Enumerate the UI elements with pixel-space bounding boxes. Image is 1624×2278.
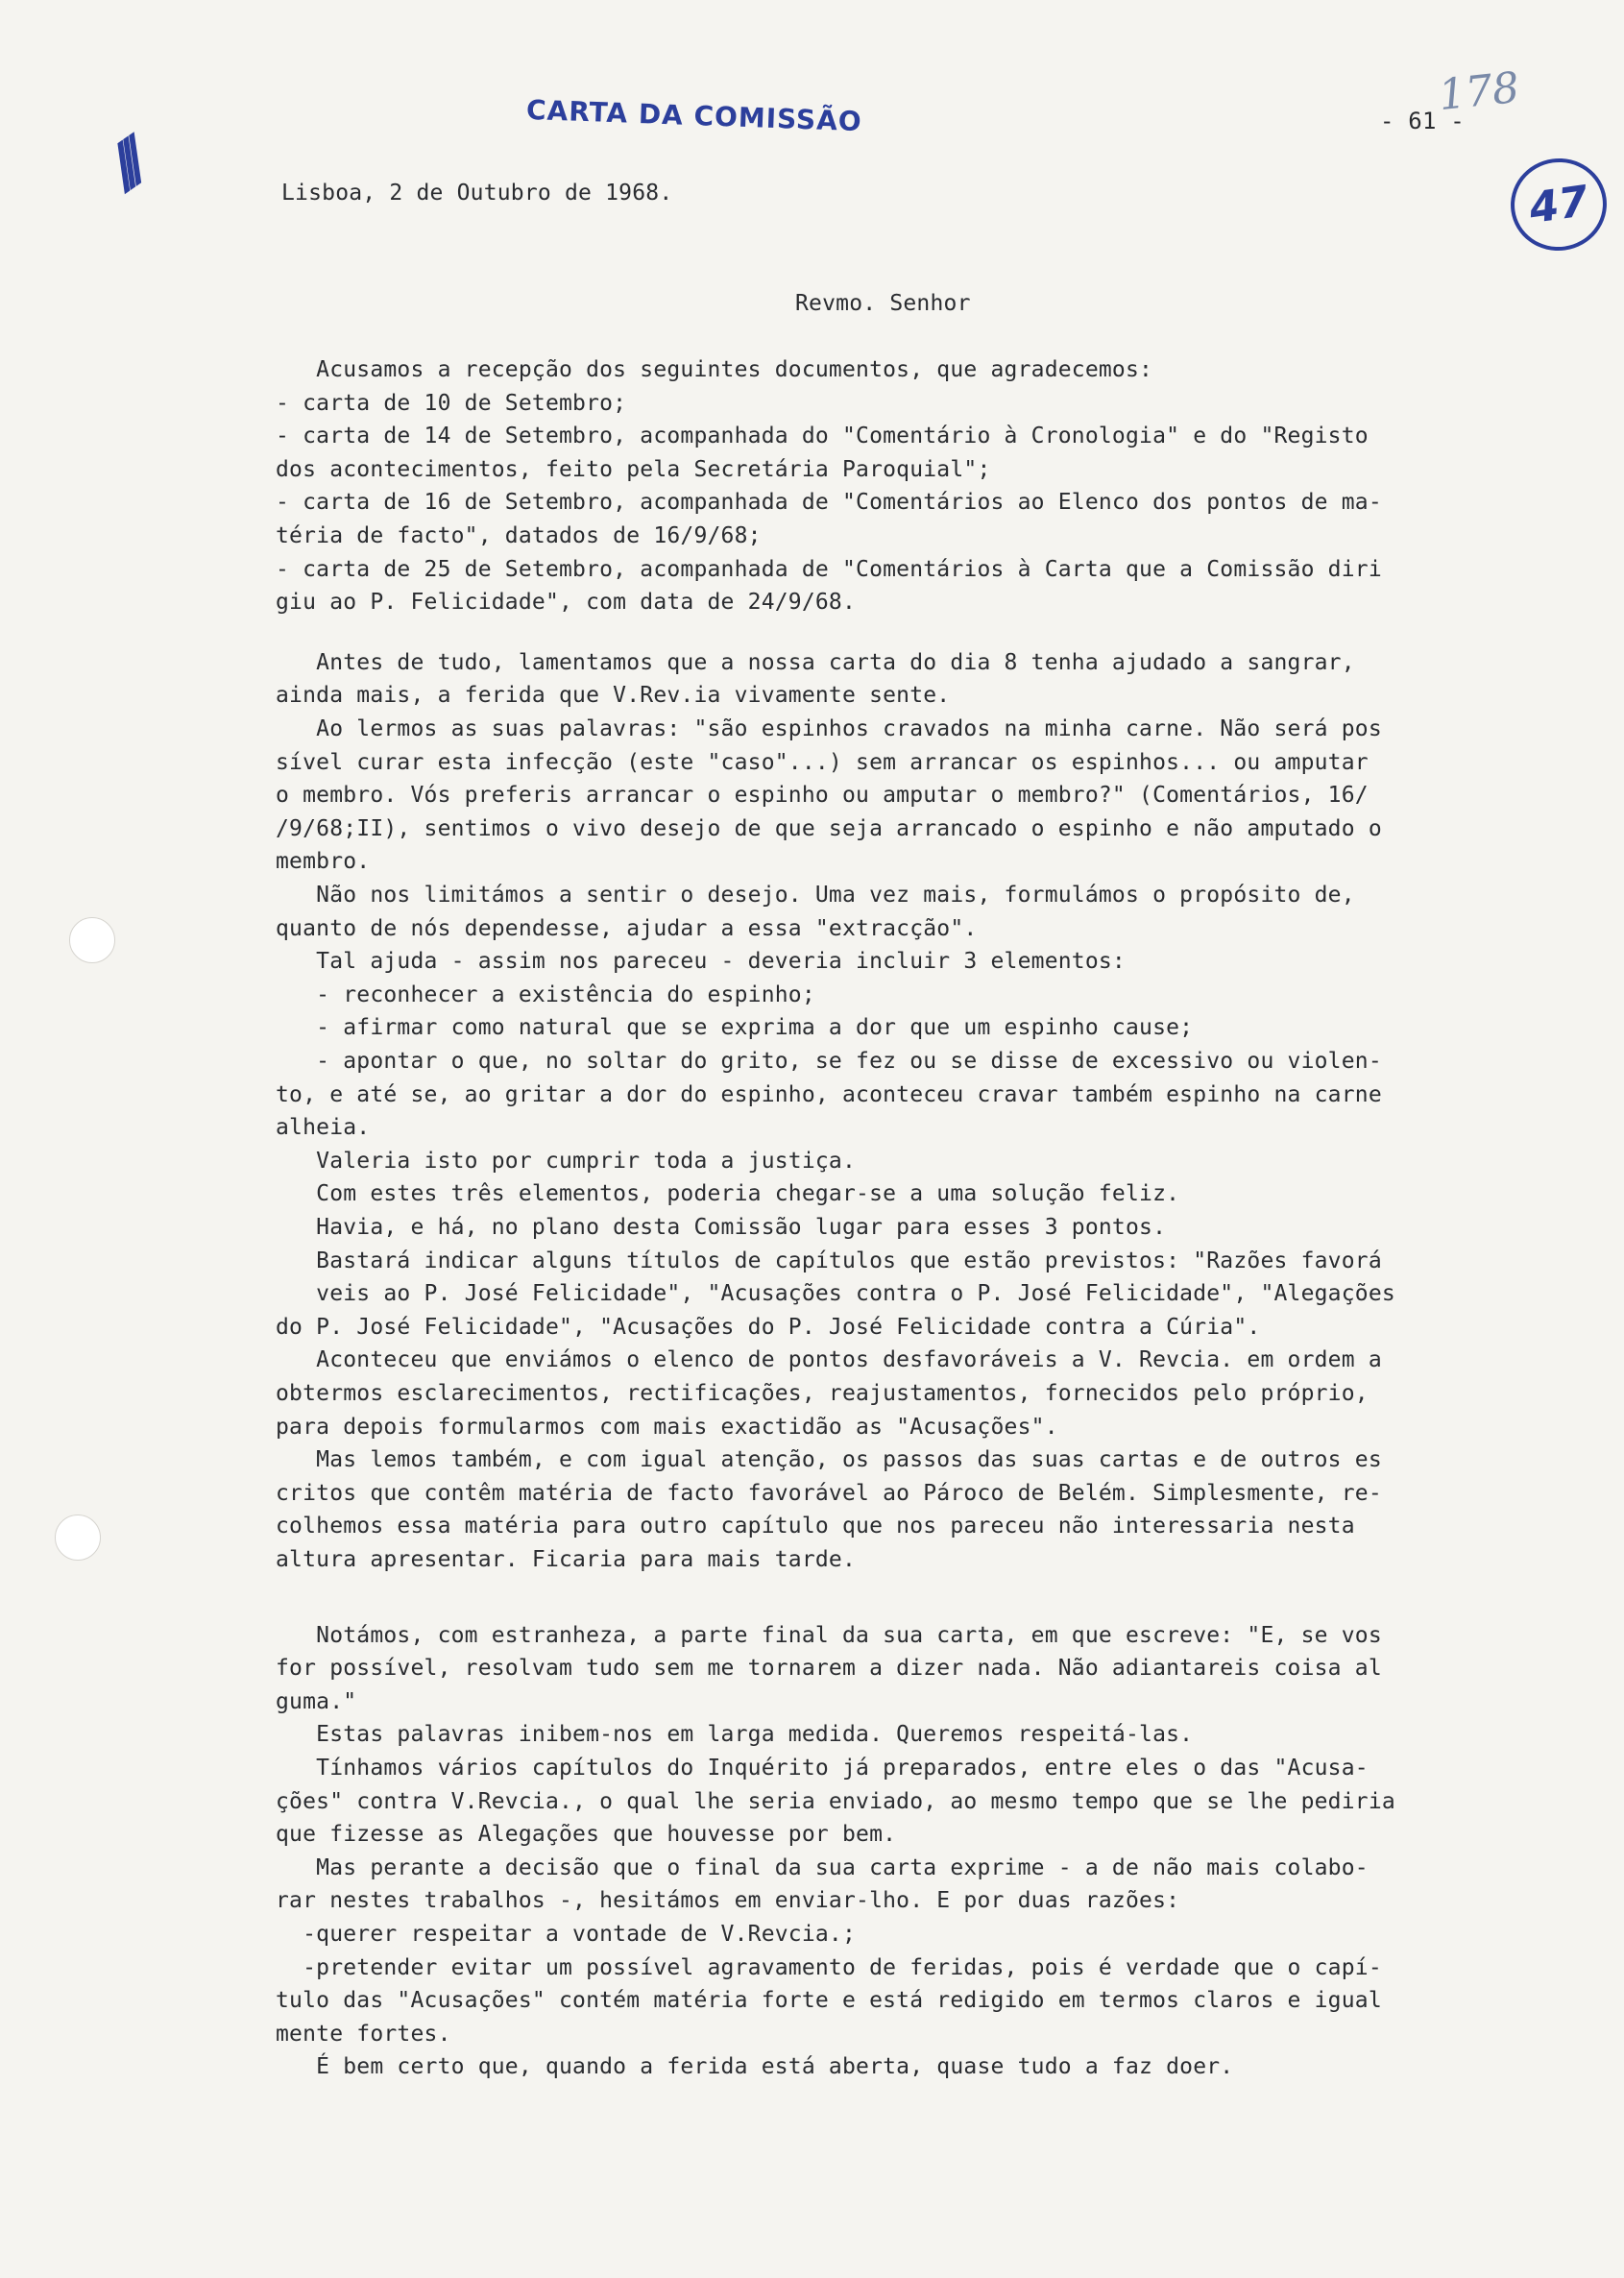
letter-line: mente fortes.	[276, 2021, 451, 2047]
letter-line: É bem certo que, quando a ferida está aberta, quase tudo a faz doer.	[276, 2054, 1234, 2080]
punch-hole-bottom	[55, 1515, 101, 1561]
circled-number: 47	[1526, 176, 1591, 233]
punch-hole-top	[69, 917, 115, 963]
letter-line: guma."	[276, 1688, 357, 1714]
letter-line: ções" contra V.Revcia., o qual lhe seria enviado, ao mesmo tempo que se lhe pediria	[276, 1788, 1395, 1814]
letter-body	[276, 357, 1563, 2144]
letter-line: colhemos essa matéria para outro capítulo que nos pareceu não interessaria nesta	[276, 1514, 1355, 1539]
letter-line: tulo das "Acusações" contém matéria forte e está redigido em termos claros e igual	[276, 1988, 1382, 2014]
letter-line: quanto de nós dependesse, ajudar a essa "extracção".	[276, 915, 978, 941]
letter-line: Estas palavras inibem-nos em larga medida. Queremos respeitá-las.	[276, 1722, 1194, 1748]
letter-line: téria de facto", datados de 16/9/68;	[276, 523, 762, 548]
letter-line: Bastará indicar alguns títulos de capítulos que estão previstos: "Razões favorá	[276, 1248, 1382, 1273]
letter-line: dos acontecimentos, feito pela Secretária Paroquial";	[276, 456, 991, 482]
letter-line: para depois formularmos com mais exactidão as "Acusações".	[276, 1414, 1058, 1440]
letter-line: Tal ajuda - assim nos pareceu - deveria incluir 3 elementos:	[276, 949, 1126, 975]
letter-line: Com estes três elementos, poderia chegar-se a uma solução feliz.	[276, 1181, 1180, 1207]
letter-line: -pretender evitar um possível agravamento de feridas, pois é verdade que o capí-	[276, 1954, 1382, 1980]
letter-line: Não nos limitámos a sentir o desejo. Uma vez mais, formulámos o propósito de,	[276, 883, 1355, 908]
letter-line: Notámos, com estranheza, a parte final da sua carta, em que escreve: "E, se vos	[276, 1622, 1382, 1648]
letter-line: - carta de 25 de Setembro, acompanhada de "Comentários à Carta que a Comissão diri	[276, 556, 1382, 582]
letter-line: do P. José Felicidade", "Acusações do P. José Felicidade contra a Cúria".	[276, 1314, 1261, 1340]
letter-line: - afirmar como natural que se exprima a dor que um espinho cause;	[276, 1015, 1194, 1041]
letter-line: membro.	[276, 849, 371, 875]
page-number: - 61 -	[1380, 108, 1465, 134]
letter-line: giu ao P. Felicidade", com data de 24/9/68.	[276, 590, 857, 616]
circled-number-stamp	[1505, 153, 1612, 257]
letter-line: Mas perante a decisão que o final da sua carta exprime - a de não mais colabo-	[276, 1854, 1369, 1880]
handwritten-title: CARTA DA COMISSÃO	[525, 93, 863, 138]
letter-line: Mas lemos também, e com igual atenção, os passos das suas cartas e de outros es	[276, 1447, 1382, 1473]
letter-line: Acusamos a recepção dos seguintes documentos, que agradecemos:	[276, 357, 1153, 382]
handwritten-initials: ///	[96, 132, 152, 199]
letter-line: Ao lermos as suas palavras: "são espinhos cravados na minha carne. Não será pos	[276, 716, 1382, 741]
letter-line: - carta de 10 de Setembro;	[276, 390, 627, 416]
letter-line: - carta de 16 de Setembro, acompanhada de "Comentários ao Elenco dos pontos de ma-	[276, 490, 1382, 516]
letter-line: Havia, e há, no plano desta Comissão lugar para esses 3 pontos.	[276, 1215, 1167, 1240]
letter-line: - apontar o que, no soltar do grito, se fez ou se disse de excessivo ou violen-	[276, 1049, 1382, 1074]
letter-line: ainda mais, a ferida que V.Rev.ia vivamente sente.	[276, 683, 951, 709]
letter-line: to, e até se, ao gritar a dor do espinho, aconteceu cravar também espinho na carne	[276, 1081, 1382, 1107]
letter-line: alheia.	[276, 1115, 371, 1141]
letter-line: que fizesse as Alegações que houvesse por bem.	[276, 1822, 897, 1848]
place-date: Lisboa, 2 de Outubro de 1968.	[281, 181, 673, 206]
letter-line: for possível, resolvam tudo sem me tornarem a dizer nada. Não adiantareis coisa al	[276, 1656, 1382, 1682]
letter-line: /9/68;II), sentimos o vivo desejo de que seja arrancado o espinho e não amputado o	[276, 815, 1382, 841]
letter-line: veis ao P. José Felicidade", "Acusações contra o P. José Felicidade", "Alegações	[276, 1281, 1395, 1307]
pencil-number: 178	[1436, 62, 1522, 121]
letter-line: rar nestes trabalhos -, hesitámos em enviar-lho. E por duas razões:	[276, 1888, 1180, 1914]
letter-line: - reconhecer a existência do espinho;	[276, 981, 815, 1007]
letter-line: -querer respeitar a vontade de V.Revcia.;	[276, 1922, 857, 1947]
letter-line: obtermos esclarecimentos, rectificações, reajustamentos, fornecidos pelo próprio,	[276, 1381, 1369, 1406]
letter-line: Tínhamos vários capítulos do Inquérito já preparados, entre eles o das "Acusa-	[276, 1756, 1369, 1781]
letter-line: - carta de 14 de Setembro, acompanhada do "Comentário à Cronologia" e do "Registo	[276, 424, 1369, 449]
salutation: Revmo. Senhor	[795, 291, 971, 316]
letter-line: Valeria isto por cumprir toda a justiça.	[276, 1148, 857, 1174]
letter-line: sível curar esta infecção (este "caso"...) sem arrancar os espinhos... ou amputar	[276, 749, 1369, 775]
letter-line: altura apresentar. Ficaria para mais tarde.	[276, 1547, 857, 1572]
letter-line: o membro. Vós preferis arrancar o espinho ou amputar o membro?" (Comentários, 16/	[276, 783, 1369, 809]
letter-line: critos que contêm matéria de facto favorável ao Pároco de Belém. Simplesmente, re-	[276, 1480, 1382, 1506]
letter-line: Aconteceu que enviámos o elenco de pontos desfavoráveis a V. Revcia. em ordem a	[276, 1347, 1382, 1373]
letter-line: Antes de tudo, lamentamos que a nossa carta do dia 8 tenha ajudado a sangrar,	[276, 649, 1355, 675]
